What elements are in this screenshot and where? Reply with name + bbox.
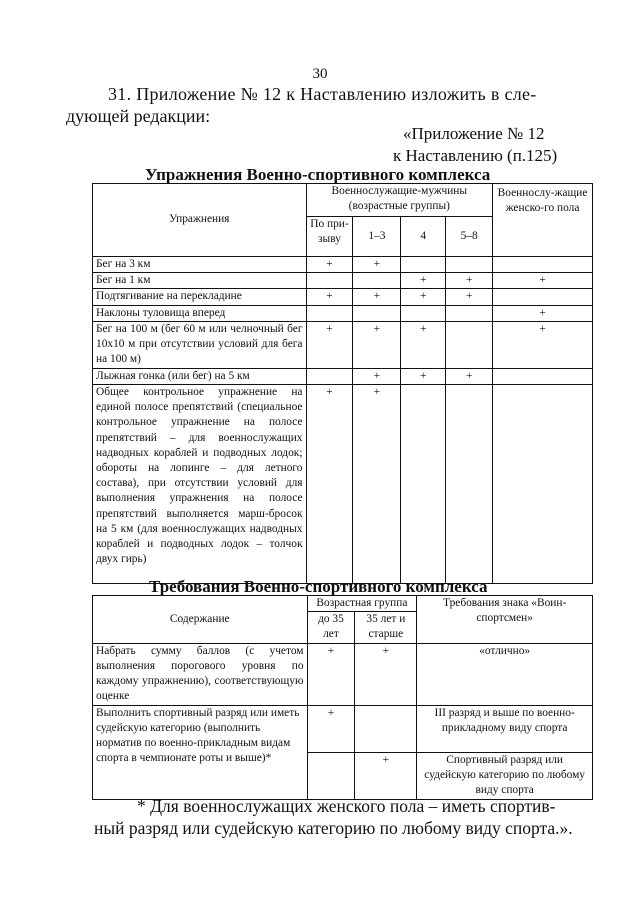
mark: [446, 257, 493, 273]
mark: +: [353, 321, 401, 368]
mark: [306, 305, 353, 321]
exercise-name: Подтягивание на перекладине: [93, 289, 307, 305]
mark: [446, 385, 493, 584]
requirements-table: [92, 595, 593, 800]
exercise-name: Наклоны туловища вперед: [93, 305, 307, 321]
age-group-header: 1–3: [353, 217, 401, 257]
mark: +: [493, 305, 593, 321]
header-age-group: Возрастная группа: [307, 596, 417, 612]
age-group-header: 4: [401, 217, 446, 257]
mark: [446, 305, 493, 321]
mark: +: [401, 321, 446, 368]
empty-cell: [355, 705, 417, 752]
mark: +: [401, 368, 446, 384]
empty-cell: [307, 752, 355, 799]
mark: +: [307, 705, 355, 752]
exercise-name: Лыжная гонка (или бег) на 5 км: [93, 368, 307, 384]
badge-requirement: III разряд и выше по военно-прикладному виду спорта: [417, 705, 593, 752]
intro-text-line: дующей редакции:: [66, 106, 211, 126]
header-men-title: Военнослужащие-мужчины: [331, 185, 468, 197]
header-exercises: Упражнения: [93, 184, 307, 257]
mark: +: [353, 289, 401, 305]
mark: +: [306, 257, 353, 273]
header-men-sub: (возрастные группы): [348, 200, 450, 213]
table1-title: Упражнения Военно-спортивного комплекса: [145, 165, 491, 184]
requirement-content: Выполнить спортивный разряд или иметь судейскую категорию (выполнить норматив по военно-прикладным видам спорта в чемпионате роты и выше)*: [93, 705, 308, 799]
appendix-reference: «Приложение № 12: [403, 124, 545, 143]
mark: +: [355, 643, 417, 705]
mark: +: [306, 385, 353, 584]
age-group-header: По при-зыву: [306, 217, 353, 257]
mark: +: [446, 273, 493, 289]
mark: [353, 305, 401, 321]
mark: [493, 289, 593, 305]
table2-title: Требования Военно-спортивного комплекса: [149, 577, 488, 596]
mark: [493, 385, 593, 584]
header-women: Военнослу-жащие женско-го пола: [493, 184, 593, 257]
intro-text-line: 31. Приложение № 12 к Наставлению изложить в сле-: [108, 84, 537, 104]
mark: +: [355, 752, 417, 799]
mark: [493, 368, 593, 384]
mark: +: [307, 643, 355, 705]
mark: [306, 368, 353, 384]
mark: [353, 273, 401, 289]
mark: [401, 385, 446, 584]
badge-requirement: Спортивный разряд или судейскую категорию по любому виду спорта: [417, 752, 593, 799]
mark: +: [353, 257, 401, 273]
mark: +: [306, 289, 353, 305]
exercises-table: [92, 183, 593, 584]
mark: [401, 305, 446, 321]
mark: +: [401, 289, 446, 305]
mark: [446, 321, 493, 368]
mark: +: [353, 368, 401, 384]
exercise-name: Общее контрольное упражнение на единой полосе препятствий (специальное контрольное упражнение на полосе препятствий – для военнослужащих надводных кораблей и подводных лодок; обороты на лопинге – для летного состава), при отсутствии условий для выполнения упражнения на полосе препятствий выполняется марш-бросок на 5 км (для военнослужащих надводных кораблей и подводных лодок – толчок двух гирь): [93, 385, 307, 584]
footnote: * Для военнослужащих женского пола – иметь спортив-: [137, 796, 556, 816]
badge-requirement: «отлично»: [417, 643, 593, 705]
mark: [306, 273, 353, 289]
header-men: [306, 184, 493, 217]
exercise-name: Бег на 3 км: [93, 257, 307, 273]
age-group-header: до 35 лет: [307, 612, 355, 643]
mark: +: [493, 321, 593, 368]
requirement-content: Набрать сумму баллов (с учетом выполнения порогового уровня по каждому упражнению), соответствующую оценке: [93, 643, 308, 705]
mark: +: [446, 289, 493, 305]
appendix-reference: к Наставлению (п.125): [393, 146, 558, 165]
mark: +: [401, 273, 446, 289]
exercise-name: Бег на 1 км: [93, 273, 307, 289]
header-badge: Требования знака «Воин-спортсмен»: [417, 596, 593, 644]
exercise-name: Бег на 100 м (бег 60 м или челночный бег 10х10 м при отсутствии условий для бега на 100 м): [93, 321, 307, 368]
mark: [493, 257, 593, 273]
footnote: ный разряд или судейскую категорию по любому виду спорта.».: [94, 818, 573, 838]
mark: +: [493, 273, 593, 289]
age-group-header: 35 лет и старше: [355, 612, 417, 643]
age-group-header: 5–8: [446, 217, 493, 257]
mark: +: [446, 368, 493, 384]
mark: +: [306, 321, 353, 368]
mark: +: [353, 385, 401, 584]
header-content: Содержание: [93, 596, 308, 644]
mark: [401, 257, 446, 273]
page-number: 30: [312, 66, 328, 82]
